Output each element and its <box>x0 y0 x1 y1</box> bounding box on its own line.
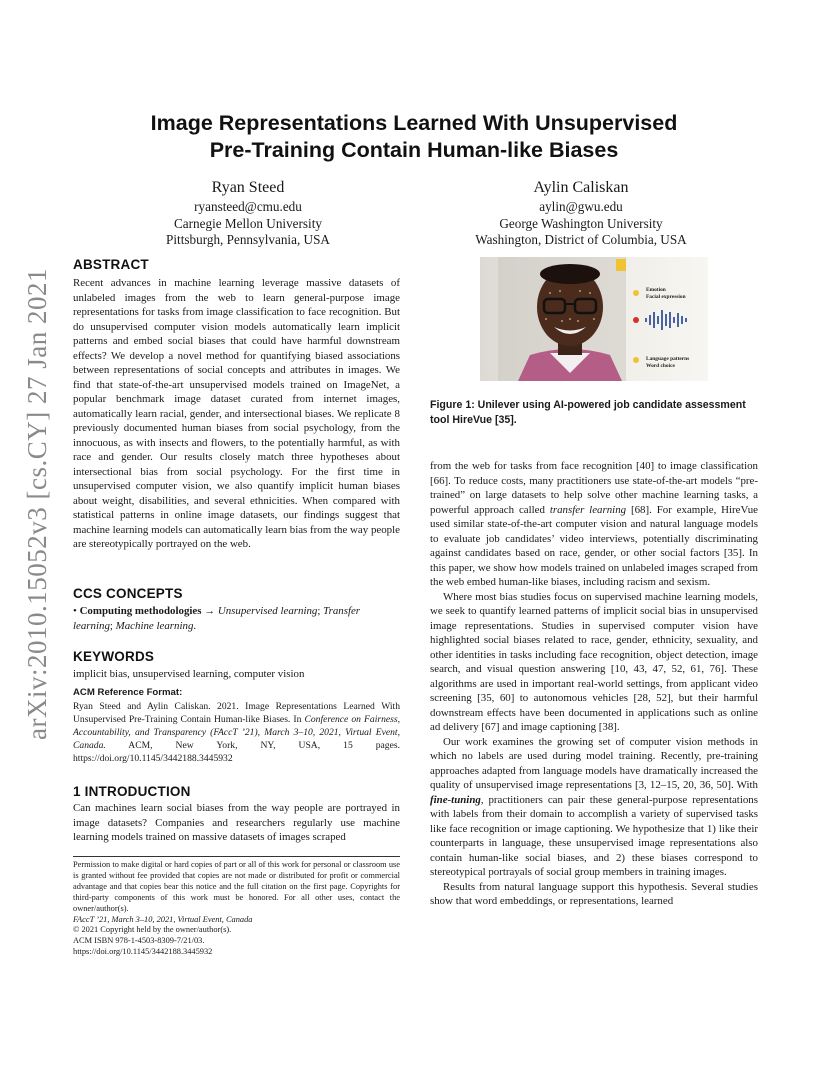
title-line-2: Pre-Training Contain Human-like Biases <box>209 138 619 162</box>
abstract-heading: ABSTRACT <box>73 257 149 272</box>
figure-1-image <box>480 257 708 381</box>
language-dot <box>633 357 639 363</box>
keywords-text: implicit bias, unsupervised learning, computer vision <box>73 668 305 680</box>
author-email: aylin@gwu.edu <box>539 199 623 214</box>
paragraph: Our work examines the growing set of computer vision methods in which no labels are used during model training. Recently, pre-training approaches adapted from language models have dramatically increased the quality of unsupervised image representations [3, 12–15, 20, 36, 50]. With fine-tuning, practitioners can pair these general-purpose representations with labels from their domain to accomplish a variety of supervised tasks like face recognition or image captioning. We hypothesize that 1) like their counterparts in language, these unsupervised image representations also contain human-like social biases, and 2) these biases correspond to stereotypical portrayals of social group members in training images. <box>430 735 758 878</box>
label-word-choice: Word choice <box>646 363 675 369</box>
author-affiliation: George Washington University <box>499 215 663 231</box>
introduction-text: Can machines learn social biases from the way people are portrayed in image datasets? Companies and researchers regularly use machine learning models trained on massive datasets of images scraped <box>73 802 400 843</box>
ccs-category: Computing methodologies <box>79 605 202 617</box>
keywords-heading: KEYWORDS <box>73 649 155 664</box>
hirevue-illustration <box>480 257 708 381</box>
author-email: ryansteed@cmu.edu <box>194 199 302 214</box>
author-location: Washington, District of Columbia, USA <box>475 232 687 247</box>
author-block-1 <box>110 178 386 249</box>
permission-notice: Permission to make digital or hard copies of part or all of this work for personal or classroom use is granted without fee provided that copies are not made or distributed for profit or commercial advantage and that copies bear this notice and the full citation on the first page. Copyrights for third-party components of this work must be honored. For all other uses, contact the owner/author(s). <box>73 860 400 913</box>
ccs-concepts: • Computing methodologies → Unsupervised learning; Transfer learning; Machine learning. <box>73 605 361 632</box>
introduction-heading: 1 INTRODUCTION <box>73 784 191 799</box>
acm-reference-venue: Conference on Fairness, Accountability, and Transparency (FAccT ’21), March 3–10, 2021, Virtual Event, Canada. <box>73 714 401 751</box>
acm-reference-heading: ACM Reference Format: <box>73 687 183 698</box>
audio-dot <box>633 317 639 323</box>
title-line-1: Image Representations Learned With Unsupervised <box>150 111 678 135</box>
paragraph: Results from natural language support this hypothesis. Several studies show that word embeddings, or representations, learned <box>430 880 758 907</box>
ccs-bullet: • <box>73 605 77 617</box>
ccs-item: Unsupervised learning <box>217 605 318 617</box>
paragraph: from the web for tasks from face recognition [40] to image classification [66]. To reduce costs, many practitioners use state-of-the-art models “pre-trained” on large datasets to help solve other machine learning tasks, a powerful approach called transfer learning [68]. For example, HireVue used similar state-of-the-art computer vision and natural language models to evaluate job candidates’ video interviews, potentially discriminating against candidates based on race, gender, or other social factors [35]. In this paper, we show how models trained on unlabeled images scraped from the web embed human-like biases, including racism and sexism. <box>430 460 759 588</box>
author-location: Pittsburgh, Pennsylvania, USA <box>166 232 330 247</box>
paragraph: Where most bias studies focus on supervised machine learning models, we seek to quantify learned patterns of implicit social bias in unsupervised image representations. Studies in supervised computer vision have highlighted social biases related to race, gender, ethnicity, sexuality, and other identities in tasks including face recognition, object detection, image search, and visual question answering [10, 43, 47, 52, 61, 76]. These algorithms are used in important real-world settings, from applicant video screening [35, 60] to autonomous vehicles [28, 52], but their harmful downstream effects have been documented in applications such as online ad delivery [67] and image captioning [38]. <box>430 590 758 733</box>
author-affiliation: Carnegie Mellon University <box>174 215 322 231</box>
label-language-patterns: Language patterns <box>646 356 690 362</box>
footnote-divider <box>73 856 400 857</box>
badge-shape <box>616 259 626 271</box>
right-column-text <box>430 459 758 909</box>
conference-line: FAccT ’21, March 3–10, 2021, Virtual Event, Canada <box>73 914 253 924</box>
ccs-item: Transfer learning <box>73 605 361 632</box>
isbn-line: ACM ISBN 978-1-4503-8309-7/21/03. <box>73 936 205 946</box>
author-block-2 <box>445 178 717 249</box>
ccs-arrow: → <box>204 605 216 617</box>
figure-1-caption: Figure 1: Unilever using AI-powered job candidate assessment tool HireVue [35]. <box>430 399 746 426</box>
copyright-line: © 2021 Copyright held by the owner/author(s). <box>73 925 232 935</box>
author-name: Ryan Steed <box>211 179 285 196</box>
copyright-footnote <box>73 860 400 958</box>
arxiv-identifier: arXiv:2010.15052v3 [cs.CY] 27 Jan 2021 <box>22 268 52 740</box>
author-name: Aylin Caliskan <box>533 179 629 196</box>
abstract-text: Recent advances in machine learning leverage massive datasets of unlabeled images from the web to learn general-purpose image representations for tasks from image classification to face recognition. But do unsupervised computer vision models automatically learn implicit patterns and embed social biases that could have harmful downstream effects? We develop a novel method for quantifying biased associations between representations of social concepts and attributes in images. We find that state-of-the-art unsupervised models trained on ImageNet, a popular benchmark image dataset curated from internet images, automatically learn racial, gender, and intersectional biases. We replicate 8 previously documented human biases from social psychology, from the innocuous, as with insects and flowers, to the potentially harmful, as with race and gender. Our results closely match three hypotheses about intersectional bias from social psychology. For the first time in unsupervised computer vision, we also quantify implicit human biases about weight, disabilities, and several ethnicities. When compared with statistical patterns in online image datasets, our findings suggest that machine learning models can automatically learn bias from the way people are stereotypically portrayed on the web. <box>73 277 400 550</box>
ccs-item: Machine learning <box>115 619 194 632</box>
doi-line: https://doi.org/10.1145/3442188.3445932 <box>73 947 213 957</box>
ccs-heading: CCS CONCEPTS <box>73 586 183 601</box>
label-emotion: Emotion <box>646 287 666 293</box>
acm-reference-text: Ryan Steed and Aylin Caliskan. 2021. Image Representations Learned With Unsupervised Pre-Training Contain Human-like Biases. In Conference on Fairness, Accountability, and Transparency (FAccT ’21), March 3–10, 2021, Virtual Event, Canada. ACM, New York, NY, USA, 15 pages. https://doi.org/10.1145/3442188.3445932 <box>73 701 401 764</box>
paper-title <box>100 110 728 164</box>
label-facial-expression: Facial expression <box>646 294 686 300</box>
emotion-dot <box>633 290 639 296</box>
